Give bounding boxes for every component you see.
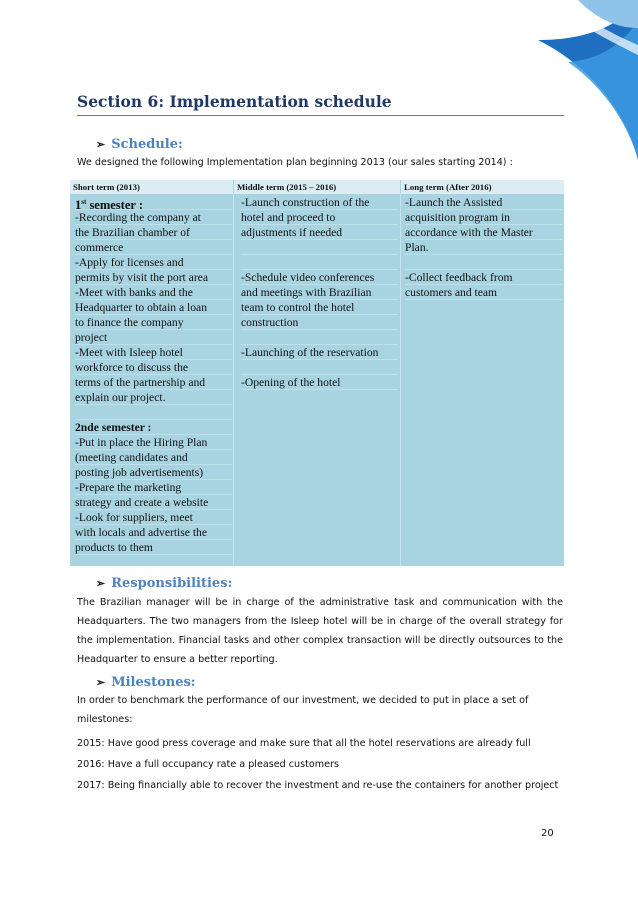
table-cell-line: the Brazilian chamber of <box>75 225 232 240</box>
table-cell-line: explain our project. <box>75 390 232 405</box>
table-cell-line: -Look for suppliers, meet <box>75 510 232 525</box>
table-cell-line <box>241 255 398 270</box>
table-cell-line: 2nde semester : <box>75 420 232 435</box>
column-divider <box>233 194 234 566</box>
schedule-table <box>70 180 564 566</box>
schedule-heading-text: Schedule: <box>111 137 183 152</box>
paragraph-line: The Brazilian manager will be in charge of the administrative task and communication with the <box>77 597 563 608</box>
schedule-heading <box>96 137 183 152</box>
table-cell-line: -Put in place the Hiring Plan <box>75 435 232 450</box>
page-title: Section 6: Implementation schedule <box>77 92 392 111</box>
milestone-item: 2015: Have good press coverage and make sure that all the hotel reservations are already full <box>77 738 531 749</box>
table-cell-line: -Meet with banks and the <box>75 285 232 300</box>
table-cell-line: -Opening of the hotel <box>241 375 398 390</box>
table-cell-line: -Schedule video conferences <box>241 270 398 285</box>
milestone-item: 2017: Being financially able to recover the investment and re-use the containers for another project <box>77 780 559 791</box>
short-term-cell <box>75 195 232 555</box>
table-cell-line: commerce <box>75 240 232 255</box>
table-cell-line <box>241 330 398 345</box>
table-cell-line: -Launching of the reservation <box>241 345 398 360</box>
column-header-short-term: Short term (2013) <box>70 180 233 194</box>
milestones-heading <box>96 675 196 690</box>
table-cell-line: hotel and proceed to <box>241 210 398 225</box>
paragraph-line: Headquarter to ensure a better reporting. <box>77 654 278 665</box>
semester-1-label: 1st semester : <box>75 195 232 210</box>
table-cell-line: products to them <box>75 540 232 555</box>
long-term-cell <box>405 195 562 300</box>
table-cell-line: -Meet with Isleep hotel <box>75 345 232 360</box>
table-cell-line <box>405 255 562 270</box>
table-cell-line: (meeting candidates and <box>75 450 232 465</box>
table-cell-line: customers and team <box>405 285 562 300</box>
table-cell-line <box>75 405 232 420</box>
table-cell-line: to finance the company <box>75 315 232 330</box>
table-cell-line: -Collect feedback from <box>405 270 562 285</box>
table-cell-line: Plan. <box>405 240 562 255</box>
table-cell-line: construction <box>241 315 398 330</box>
responsibilities-paragraph <box>77 593 563 669</box>
table-cell-line: acquisition program in <box>405 210 562 225</box>
table-cell-line: posting job advertisements) <box>75 465 232 480</box>
table-cell-line: -Apply for licenses and <box>75 255 232 270</box>
table-cell-line: -Prepare the marketing <box>75 480 232 495</box>
milestones-intro-line: In order to benchmark the performance of our investment, we decided to put in place a set of <box>77 695 529 706</box>
responsibilities-heading-text: Responsibilities: <box>111 576 233 591</box>
table-cell-line: adjustments if needed <box>241 225 398 240</box>
table-cell-line: with locals and advertise the <box>75 525 232 540</box>
column-divider <box>400 194 401 566</box>
table-cell-line: -Launch the Assisted <box>405 195 562 210</box>
milestone-item: 2016: Have a full occupancy rate a pleased customers <box>77 759 339 770</box>
table-cell-line: terms of the partnership and <box>75 375 232 390</box>
table-cell-line: -Recording the company at <box>75 210 232 225</box>
table-cell-line: permits by visit the port area <box>75 270 232 285</box>
table-cell-line: -Launch construction of the <box>241 195 398 210</box>
table-cell-line: and meetings with Brazilian <box>241 285 398 300</box>
milestones-heading-text: Milestones: <box>111 675 196 690</box>
title-rule <box>77 115 564 116</box>
table-cell-line: workforce to discuss the <box>75 360 232 375</box>
table-cell-line <box>241 240 398 255</box>
arrow-bullet-icon: ➢ <box>96 676 106 689</box>
corner-decoration <box>478 0 638 160</box>
arrow-bullet-icon: ➢ <box>96 138 106 151</box>
schedule-intro: We designed the following Implementation plan beginning 2013 (our sales starting 2014) : <box>77 157 513 168</box>
milestones-intro-line: milestones: <box>77 714 133 725</box>
page-number: 20 <box>541 828 554 839</box>
table-cell-line <box>241 360 398 375</box>
table-cell-line: accordance with the Master <box>405 225 562 240</box>
paragraph-line: the implementation. Financial tasks and other complex transaction will be directly outsources to the <box>77 635 563 646</box>
table-cell-line: strategy and create a website <box>75 495 232 510</box>
table-cell-line: Headquarter to obtain a loan <box>75 300 232 315</box>
paragraph-line: Headquarters. The two managers from the Isleep hotel will be in charge of the overall strategy for <box>77 616 563 627</box>
table-cell-line: project <box>75 330 232 345</box>
arrow-bullet-icon: ➢ <box>96 577 106 590</box>
middle-term-cell <box>241 195 398 390</box>
responsibilities-heading <box>96 576 232 591</box>
column-header-middle-term: Middle term (2015 – 2016) <box>234 180 400 194</box>
column-header-long-term: Long term (After 2016) <box>401 180 564 194</box>
table-cell-line: team to control the hotel <box>241 300 398 315</box>
